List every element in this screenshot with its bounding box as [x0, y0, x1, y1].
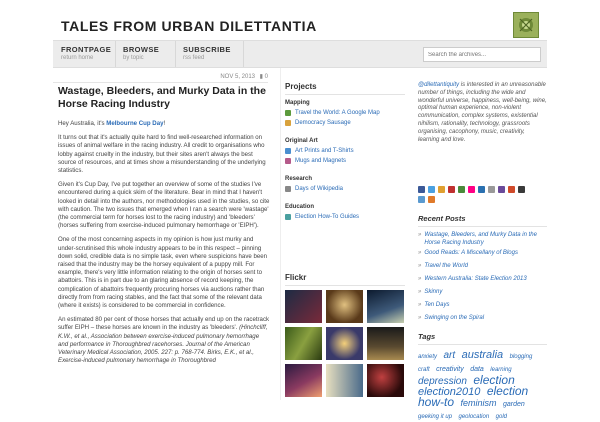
wikipedia-icon	[285, 186, 291, 192]
github-icon[interactable]	[518, 186, 525, 193]
search-input[interactable]	[423, 47, 541, 62]
recent-post-link[interactable]	[418, 289, 547, 297]
post-paragraph: It turns out that it's actually quite hard to find well-researched information on issues of animal welfare in the racing industry. All credit to organisations who lobby against cruelty in the industry, but their sites aren't always the best source of resources, and at times show a misunderstanding of the underlying statistics.	[58, 134, 266, 175]
recent-post-link[interactable]	[418, 315, 547, 323]
paragraph-text: An estimated 80 per cent of those horses that actually end up on the racetrack suffer EIPH – these horses are known in the industry as 'bleeders'.	[58, 316, 270, 332]
greeting-text: Hey Australia, it's	[58, 120, 107, 127]
nav-browse-label: BROWSE	[123, 45, 160, 54]
flickr-thumbnail[interactable]	[367, 364, 404, 397]
tag-link[interactable]: anxiety	[418, 354, 438, 360]
bullet: »	[418, 276, 422, 282]
tag-link[interactable]: australia	[461, 349, 504, 361]
tag-link[interactable]: art	[443, 350, 456, 361]
site-logo-icon[interactable]	[513, 12, 539, 38]
tag-link[interactable]: garden	[502, 401, 525, 408]
flickr-gallery	[285, 290, 405, 400]
post-title[interactable]: Wastage, Bleeders, and Murky Data in the Horse Racing Industry	[58, 85, 266, 110]
nav-divider	[115, 41, 116, 67]
project-link[interactable]	[285, 214, 359, 220]
site-header	[53, 10, 547, 42]
recent-post-link[interactable]	[418, 302, 547, 310]
flickr-icon[interactable]	[468, 186, 475, 193]
tag-link[interactable]: depression	[418, 376, 467, 387]
project-category: Education	[285, 204, 315, 210]
email-icon[interactable]	[428, 196, 435, 203]
nav-browse[interactable]	[123, 45, 159, 61]
nav-frontpage-sub: return home	[61, 55, 94, 61]
bullet: »	[418, 263, 422, 269]
project-link[interactable]	[285, 120, 351, 126]
google-icon[interactable]	[508, 186, 515, 193]
guide-icon	[285, 214, 291, 220]
flickr-thumbnail[interactable]	[285, 290, 322, 323]
tags-heading: Tags	[418, 332, 547, 345]
tag-link[interactable]: feminism	[460, 398, 497, 408]
recent-post-title: Travel the World	[424, 263, 468, 269]
project-category: Mapping	[285, 100, 310, 106]
project-link-label: Days of Wikipedia	[295, 186, 344, 192]
tag-link[interactable]: geolocation	[458, 414, 490, 420]
project-link-label: Election How-To Guides	[295, 214, 360, 220]
mug-icon	[285, 158, 291, 164]
post-greeting	[58, 120, 270, 128]
melbourne-cup-link[interactable]: Melbourne Cup Day	[106, 120, 164, 127]
projects-sidebar	[280, 68, 410, 400]
flickr-thumbnail[interactable]	[326, 290, 363, 323]
tag-link[interactable]: craft	[418, 367, 430, 373]
flickr-thumbnail[interactable]	[285, 327, 322, 360]
project-category: Research	[285, 176, 313, 182]
about-text: is interested in an unreasonable number of things, including the wide and wonderful universe, happiness, well-being, wine, optimal human experience, non-violent communication, complex systems, existential nihilism, rationality, technology, grassroots organising, cacophony, music, creativity, learning and love.	[418, 82, 547, 143]
tag-link[interactable]: blogging	[509, 354, 533, 360]
right-sidebar	[418, 68, 547, 420]
sausage-icon	[285, 120, 291, 126]
recent-post-title: Skinny	[424, 289, 443, 295]
linkedin-icon[interactable]	[478, 186, 485, 193]
flickr-thumbnail[interactable]	[326, 327, 363, 360]
recent-post-title: Good Reads: A Miscellany of Blogs	[424, 250, 518, 256]
tag-link[interactable]: gold	[495, 414, 507, 420]
project-category: Original Art	[285, 138, 318, 144]
rss-icon[interactable]	[438, 186, 445, 193]
project-link-label: Art Prints and T-Shirts	[295, 148, 354, 154]
tag-link[interactable]: election2010	[418, 386, 481, 398]
bullet: »	[418, 232, 422, 238]
tag-link[interactable]: data	[470, 366, 484, 373]
nav-browse-sub: by topic	[123, 55, 144, 61]
twitter-handle-link[interactable]: @dilettantiquity	[418, 82, 460, 88]
nav-bar	[53, 40, 547, 68]
greeting-end: !	[163, 120, 166, 127]
citation-text: (Hinchcliff, K.W., et al., Association between exercise-induced pulmonary hemorrhage and performance in Thoroughbred racehorses. Journal of the American Veterinary Medical Association, 2005. 227: p. 768-774. Birks, E.K., et al., Exercise-induced pulmonary hemorrhage in Thoroughbred	[58, 324, 268, 365]
tag-link[interactable]: creativity	[436, 366, 464, 373]
comment-count[interactable]: 0	[264, 74, 268, 80]
project-link[interactable]	[285, 148, 354, 154]
tag-link[interactable]: election	[473, 373, 515, 387]
bullet: »	[418, 289, 422, 295]
post-paragraph: One of the most concerning aspects in my opinion is how just murky and under-scrutinised this whole industry appears to be in this respect – pinning down solid, credible data is no simple task, even where suspicions have been raised that the industry may be the horsey equivalent of a puppy mill. For example, there's very little information relating to the origin of horses sent to abattoirs. This is in part due to an glaring absence of record keeping, the complication of abattoirs frequently procuring horses via auctions rather than directly from from racing stables, and the fact that some of the relevant data (where it exists) is considered to be commercial in confidence.	[58, 236, 267, 310]
social-icons	[418, 186, 547, 216]
bullet: »	[418, 315, 422, 321]
recent-post-link[interactable]	[418, 263, 547, 271]
project-link[interactable]	[285, 158, 346, 164]
nav-divider	[175, 41, 176, 67]
nav-frontpage[interactable]	[61, 45, 111, 61]
delicious-icon[interactable]	[418, 196, 425, 203]
nav-subscribe-sub: rss feed	[183, 55, 205, 61]
projects-heading: Projects	[285, 82, 405, 95]
wikipedia-icon[interactable]	[488, 186, 495, 193]
flickr-thumbnail[interactable]	[367, 327, 404, 360]
site-title[interactable]: TALES FROM URBAN DILETTANTIA	[61, 18, 317, 34]
comment-icon[interactable]: ▮	[259, 74, 263, 80]
post-meta	[53, 73, 268, 83]
map-icon[interactable]	[458, 186, 465, 193]
nav-subscribe[interactable]	[183, 45, 231, 61]
post-date: NOV 5, 2013	[220, 74, 255, 80]
art-icon	[285, 148, 291, 154]
recent-post-title: Swinging on the Spiral	[424, 315, 485, 321]
facebook-icon[interactable]	[418, 186, 425, 193]
goodreads-icon[interactable]	[498, 186, 505, 193]
nav-subscribe-label: SUBSCRIBE	[183, 45, 231, 54]
nav-frontpage-label: FRONTPAGE	[61, 45, 112, 54]
twitter-icon[interactable]	[428, 186, 435, 193]
about-blurb	[418, 82, 547, 144]
recent-post-title: Ten Days	[424, 302, 450, 308]
recent-post-link[interactable]	[418, 276, 547, 284]
bullet: »	[418, 302, 422, 308]
recent-post-title: Wastage, Bleeders, and Murky Data in the Horse Racing Industry	[424, 232, 537, 246]
recent-post-link[interactable]	[418, 232, 547, 247]
project-link-label: Mugs and Magnets	[295, 158, 347, 164]
tag-link[interactable]: geeking it up	[418, 414, 453, 420]
flickr-heading: Flickr	[285, 273, 405, 286]
project-link-label: Democracy Sausage	[295, 120, 351, 126]
flickr-thumbnail[interactable]	[326, 364, 363, 397]
flickr-thumbnail[interactable]	[367, 290, 404, 323]
post-paragraph	[58, 316, 270, 365]
top-rule	[0, 0, 600, 6]
post-body	[58, 120, 270, 371]
tag-cloud	[418, 349, 547, 420]
map-icon	[285, 110, 291, 116]
recent-post-title: Western Australia: State Election 2013	[424, 276, 527, 282]
main-content	[53, 68, 273, 400]
youtube-icon[interactable]	[448, 186, 455, 193]
bullet: »	[418, 250, 422, 256]
tag-link[interactable]: election how-to	[418, 384, 529, 409]
tag-link[interactable]: learning	[490, 367, 512, 373]
nav-divider	[243, 41, 244, 67]
project-link[interactable]	[285, 186, 343, 192]
project-link[interactable]	[285, 110, 380, 116]
recent-posts-heading: Recent Posts	[418, 214, 547, 227]
project-link-label: Travel the World: A Google Map	[295, 110, 380, 116]
flickr-thumbnail[interactable]	[285, 364, 322, 397]
post-paragraph: Given it's Cup Day, I've put together an overview of some of the studies I've encountered during a quick skim of the literature. Bear in mind that I haven't looked in detail into the authors, nor methodologies used in the studies, so cite with caution. The two issues that emerged when I ran a search were 'wastage' (the commercial term for horses lost to the racing industry) and 'bleeders' (horses suffering from exercise-induced pulmonary hemorrhage or 'EIPH').	[58, 181, 270, 230]
recent-post-link[interactable]	[418, 250, 547, 258]
